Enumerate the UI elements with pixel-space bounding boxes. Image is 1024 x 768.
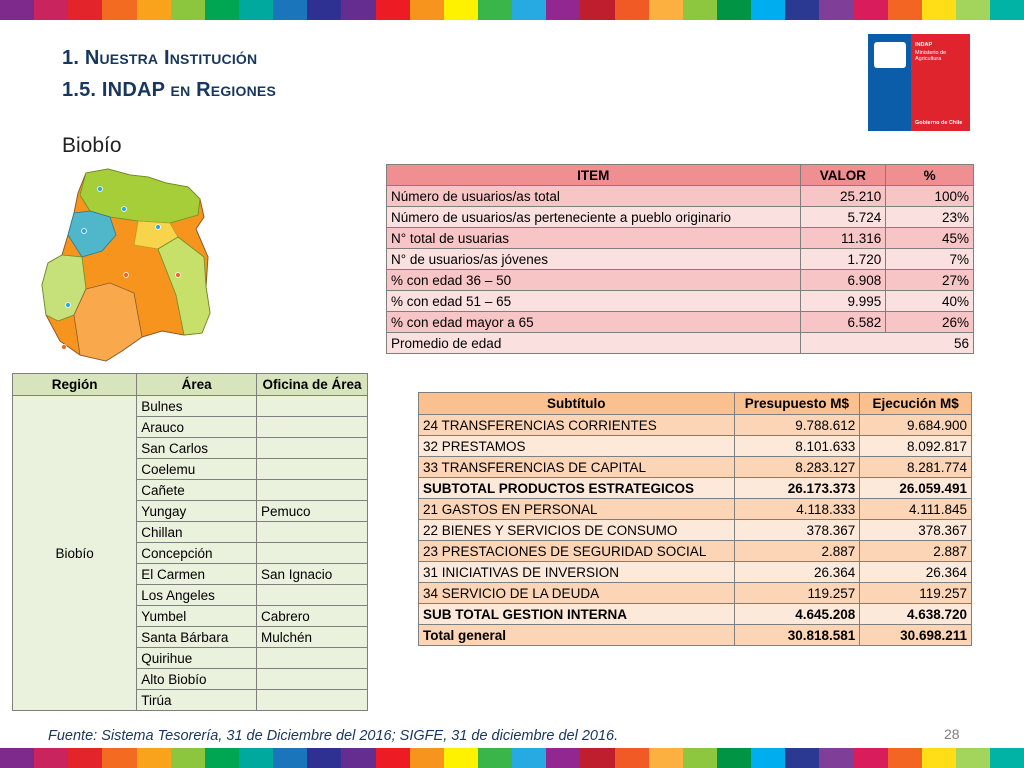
stripe-segment — [717, 0, 751, 20]
stripe-segment — [34, 0, 68, 20]
office-name — [257, 648, 368, 669]
area-name: Yumbel — [137, 606, 257, 627]
stripe-segment — [444, 748, 478, 768]
area-name: Coelemu — [137, 459, 257, 480]
execution-amount: 9.684.900 — [860, 415, 972, 436]
stripe-segment — [478, 748, 512, 768]
item-value: 1.720 — [800, 249, 886, 270]
item-percent: 27% — [886, 270, 974, 291]
stripe-segment — [546, 748, 580, 768]
stripe-segment — [34, 748, 68, 768]
stripe-segment — [615, 748, 649, 768]
item-label: N° de usuarios/as jóvenes — [387, 249, 801, 270]
budget-amount: 119.257 — [734, 583, 860, 604]
stripe-segment — [649, 0, 683, 20]
table-row — [419, 457, 972, 478]
logo-text-government: Gobierno de Chile — [915, 120, 963, 126]
table-row — [387, 186, 974, 207]
budget-label: SUBTOTAL PRODUCTOS ESTRATEGICOS — [419, 478, 735, 499]
logo-text-indap: INDAP — [915, 42, 933, 48]
table-row — [387, 249, 974, 270]
area-name: Concepción — [137, 543, 257, 564]
stripe-segment — [0, 0, 34, 20]
region-name: Biobío — [13, 396, 137, 711]
stripe-segment — [376, 748, 410, 768]
stripe-segment — [717, 748, 751, 768]
col-header-area: Área — [137, 374, 257, 396]
office-name — [257, 459, 368, 480]
table-row — [419, 604, 972, 625]
budget-label: Total general — [419, 625, 735, 646]
office-name: Cabrero — [257, 606, 368, 627]
stripe-segment — [171, 0, 205, 20]
stripe-segment — [0, 748, 34, 768]
area-name: El Carmen — [137, 564, 257, 585]
stripe-segment — [239, 0, 273, 20]
stripe-segment — [922, 748, 956, 768]
item-percent: 45% — [886, 228, 974, 249]
map-marker — [82, 229, 87, 234]
stripe-segment — [683, 748, 717, 768]
execution-amount: 4.111.845 — [860, 499, 972, 520]
stripe-segment — [341, 0, 375, 20]
budget-label: 22 BIENES Y SERVICIOS DE CONSUMO — [419, 520, 735, 541]
stripe-segment — [307, 0, 341, 20]
avg-age-label: Promedio de edad — [387, 333, 801, 354]
stripe-segment — [273, 0, 307, 20]
area-name: Yungay — [137, 501, 257, 522]
map-marker — [62, 345, 67, 350]
budget-label: 24 TRANSFERENCIAS CORRIENTES — [419, 415, 735, 436]
map-marker — [122, 207, 127, 212]
item-percent: 100% — [886, 186, 974, 207]
stripe-segment — [546, 0, 580, 20]
office-name — [257, 690, 368, 711]
table-row — [387, 270, 974, 291]
table-row — [419, 541, 972, 562]
col-header-subtitulo: Subtítulo — [419, 393, 735, 415]
budget-amount: 4.645.208 — [734, 604, 860, 625]
bottom-color-stripe — [0, 748, 1024, 768]
stripe-segment — [444, 0, 478, 20]
office-name: Pemuco — [257, 501, 368, 522]
stripe-segment — [68, 0, 102, 20]
map-marker — [66, 303, 71, 308]
execution-amount: 2.887 — [860, 541, 972, 562]
budget-label: 33 TRANSFERENCIAS DE CAPITAL — [419, 457, 735, 478]
stripe-segment — [649, 748, 683, 768]
stripe-segment — [68, 748, 102, 768]
stripe-segment — [137, 748, 171, 768]
item-value: 5.724 — [800, 207, 886, 228]
area-name: Alto Biobío — [137, 669, 257, 690]
stripe-segment — [785, 0, 819, 20]
execution-amount: 8.281.774 — [860, 457, 972, 478]
office-name — [257, 585, 368, 606]
stripe-segment — [922, 0, 956, 20]
execution-amount: 4.638.720 — [860, 604, 972, 625]
table-row — [419, 562, 972, 583]
execution-amount: 26.364 — [860, 562, 972, 583]
coat-of-arms-icon — [874, 42, 906, 68]
stripe-segment — [376, 0, 410, 20]
users-table — [386, 164, 974, 354]
area-name: Los Angeles — [137, 585, 257, 606]
stripe-segment — [307, 748, 341, 768]
table-row — [387, 207, 974, 228]
stripe-segment — [751, 748, 785, 768]
table-row — [419, 415, 972, 436]
area-name: Bulnes — [137, 396, 257, 417]
budget-amount: 8.101.633 — [734, 436, 860, 457]
stripe-segment — [854, 0, 888, 20]
office-name: San Ignacio — [257, 564, 368, 585]
item-percent: 23% — [886, 207, 974, 228]
stripe-segment — [171, 748, 205, 768]
table-row — [387, 228, 974, 249]
area-name: Chillan — [137, 522, 257, 543]
budget-amount: 30.818.581 — [734, 625, 860, 646]
budget-label: 34 SERVICIO DE LA DEUDA — [419, 583, 735, 604]
stripe-segment — [956, 0, 990, 20]
item-value: 6.582 — [800, 312, 886, 333]
table-row — [419, 436, 972, 457]
budget-label: SUB TOTAL GESTION INTERNA — [419, 604, 735, 625]
table-row — [419, 520, 972, 541]
budget-amount: 378.367 — [734, 520, 860, 541]
stripe-segment — [888, 0, 922, 20]
office-name — [257, 396, 368, 417]
map-zone-south-inner — [74, 283, 142, 361]
area-name: Santa Bárbara — [137, 627, 257, 648]
biobio-region-map — [38, 165, 213, 365]
budget-label: 32 PRESTAMOS — [419, 436, 735, 457]
table-row — [387, 333, 974, 354]
table-row — [387, 291, 974, 312]
col-header-item: ITEM — [387, 165, 801, 186]
budget-label: 23 PRESTACIONES DE SEGURIDAD SOCIAL — [419, 541, 735, 562]
stripe-segment — [990, 0, 1024, 20]
budget-amount: 26.173.373 — [734, 478, 860, 499]
office-name — [257, 543, 368, 564]
stripe-segment — [751, 0, 785, 20]
map-marker — [156, 225, 161, 230]
budget-amount: 4.118.333 — [734, 499, 860, 520]
stripe-segment — [410, 748, 444, 768]
office-name — [257, 522, 368, 543]
col-header-ejecucion: Ejecución M$ — [860, 393, 972, 415]
item-label: % con edad 51 – 65 — [387, 291, 801, 312]
col-header-presupuesto: Presupuesto M$ — [734, 393, 860, 415]
stripe-segment — [888, 748, 922, 768]
stripe-segment — [580, 0, 614, 20]
budget-label: 21 GASTOS EN PERSONAL — [419, 499, 735, 520]
execution-amount: 8.092.817 — [860, 436, 972, 457]
col-header-office: Oficina de Área — [257, 374, 368, 396]
region-heading: Biobío — [62, 134, 122, 157]
slide-subtitle: 1.5. INDAP en Regiones — [62, 79, 276, 101]
office-name — [257, 669, 368, 690]
budget-amount: 2.887 — [734, 541, 860, 562]
stripe-segment — [956, 748, 990, 768]
source-note: Fuente: Sistema Tesorería, 31 de Diciembre del 2016; SIGFE, 31 de diciembre del 2016. — [48, 728, 619, 744]
page-number: 28 — [944, 726, 960, 742]
avg-age-value: 56 — [800, 333, 973, 354]
item-value: 11.316 — [800, 228, 886, 249]
stripe-segment — [137, 0, 171, 20]
item-value: 9.995 — [800, 291, 886, 312]
area-name: San Carlos — [137, 438, 257, 459]
stripe-segment — [205, 0, 239, 20]
stripe-segment — [615, 0, 649, 20]
logo-blue-panel — [868, 34, 911, 131]
office-name — [257, 480, 368, 501]
item-label: % con edad 36 – 50 — [387, 270, 801, 291]
logo-text-ministry: Ministerio de — [915, 50, 947, 56]
budget-amount: 9.788.612 — [734, 415, 860, 436]
stripe-segment — [478, 0, 512, 20]
table-row — [387, 312, 974, 333]
stripe-segment — [990, 748, 1024, 768]
logo-text-agriculture: Agricultura — [915, 56, 942, 62]
budget-amount: 8.283.127 — [734, 457, 860, 478]
item-label: N° total de usuarias — [387, 228, 801, 249]
region-areas-table — [12, 373, 368, 711]
stripe-segment — [819, 748, 853, 768]
table-row — [419, 625, 972, 646]
stripe-segment — [102, 0, 136, 20]
table-row — [13, 396, 368, 417]
item-value: 25.210 — [800, 186, 886, 207]
item-percent: 40% — [886, 291, 974, 312]
stripe-segment — [854, 748, 888, 768]
indap-logo — [868, 34, 970, 131]
stripe-segment — [512, 748, 546, 768]
budget-table — [418, 392, 972, 646]
execution-amount: 30.698.211 — [860, 625, 972, 646]
stripe-segment — [819, 0, 853, 20]
item-value: 6.908 — [800, 270, 886, 291]
item-percent: 7% — [886, 249, 974, 270]
map-marker — [98, 187, 103, 192]
stripe-segment — [785, 748, 819, 768]
item-label: Número de usuarios/as total — [387, 186, 801, 207]
area-name: Quirihue — [137, 648, 257, 669]
stripe-segment — [273, 748, 307, 768]
table-row — [419, 499, 972, 520]
execution-amount: 26.059.491 — [860, 478, 972, 499]
item-percent: 26% — [886, 312, 974, 333]
top-color-stripe — [0, 0, 1024, 20]
stripe-segment — [205, 748, 239, 768]
stripe-segment — [512, 0, 546, 20]
col-header-valor: VALOR — [800, 165, 886, 186]
stripe-segment — [683, 0, 717, 20]
area-name: Tirúa — [137, 690, 257, 711]
item-label: % con edad mayor a 65 — [387, 312, 801, 333]
office-name — [257, 417, 368, 438]
office-name — [257, 438, 368, 459]
slide-title: 1. Nuestra Institución — [62, 47, 258, 69]
map-marker — [124, 273, 129, 278]
stripe-segment — [341, 748, 375, 768]
office-name: Mulchén — [257, 627, 368, 648]
area-name: Cañete — [137, 480, 257, 501]
execution-amount: 119.257 — [860, 583, 972, 604]
budget-label: 31 INICIATIVAS DE INVERSION — [419, 562, 735, 583]
map-marker — [176, 273, 181, 278]
stripe-segment — [102, 748, 136, 768]
table-row — [419, 583, 972, 604]
stripe-segment — [410, 0, 444, 20]
col-header-region: Región — [13, 374, 137, 396]
stripe-segment — [239, 748, 273, 768]
area-name: Arauco — [137, 417, 257, 438]
table-row — [419, 478, 972, 499]
logo-red-panel — [911, 34, 970, 131]
execution-amount: 378.367 — [860, 520, 972, 541]
stripe-segment — [580, 748, 614, 768]
budget-amount: 26.364 — [734, 562, 860, 583]
col-header-percent: % — [886, 165, 974, 186]
item-label: Número de usuarios/as perteneciente a pueblo originario — [387, 207, 801, 228]
